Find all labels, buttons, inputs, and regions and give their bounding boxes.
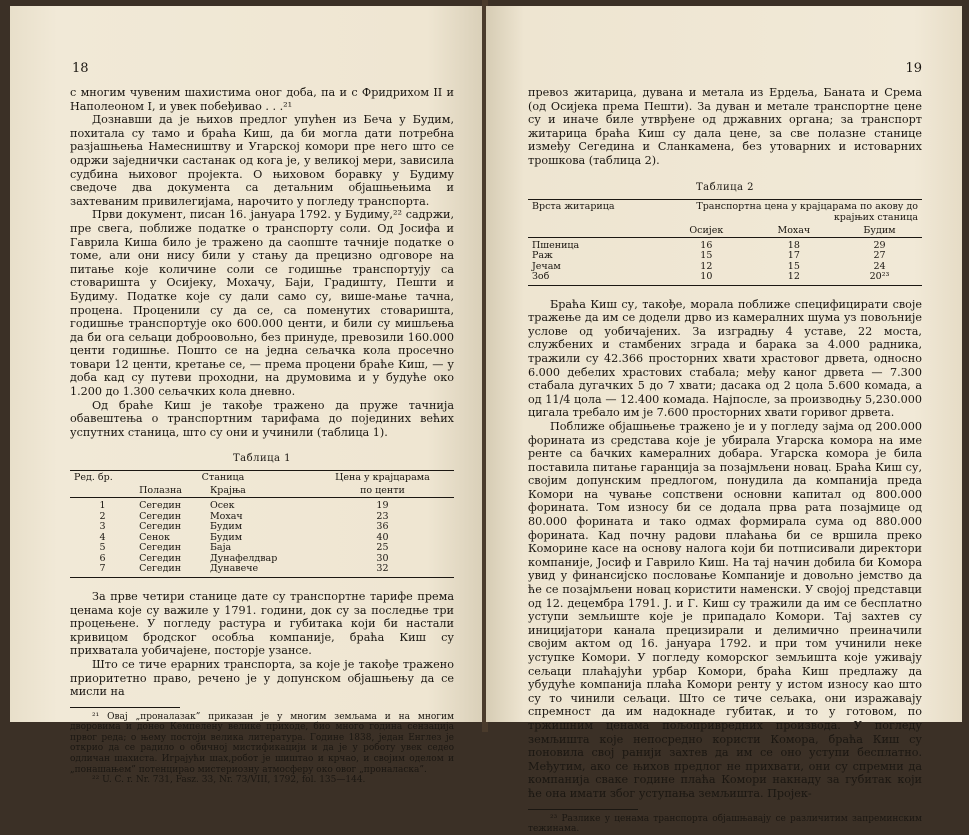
table1-header-krajnja: Крајња xyxy=(209,485,246,497)
table-row: 1 Сегедин Осек 19 xyxy=(70,498,454,512)
table2-header-mohac: Мохач xyxy=(777,224,811,236)
paragraph: За прве четири станице дате су транспортне тарифе према ценама које су важиле у 1791. години, док су за последње три процењене. У погледу растура и губитака који би настали кривицом бродског особља компаније, браћа Киш су прихватала уобичајене, посторје узансе. xyxy=(70,589,454,658)
right-page xyxy=(486,6,962,835)
table-row: Јечам 12 15 24 xyxy=(532,260,886,272)
right-page-content xyxy=(528,86,922,835)
table-row: 4 Сенок Будим 40 xyxy=(99,531,389,543)
left-page-content xyxy=(70,86,454,786)
footnote: ²² U. C. r. Nr. 731, Fasz. 33, Nr. 73/VIII, 1792, fol. 135—144. xyxy=(92,775,366,786)
left-page xyxy=(10,6,484,786)
table-row: 3 Сегедин Будим 36 xyxy=(99,521,389,533)
paragraph: Што се тиче ерарних транспорта, за које је такође тражено приоритетно право, речено је у допунском објашњењу да се мисли на xyxy=(70,657,454,699)
paragraph: Поближе објашњење тражено је и у погледу зајма од 200.000 форината из средстава које је убирала Угарска комора на име ренте са бачких камералних добара. Угарска комора је била поставила питање гаранција за позајмљени новац. Браћа Киш су, својим допунским предлогом, понудила да компанија преда Комори на чување сопствени основни капитал од 800.000 форината. Том износу би се додала прва рата позајмице од 80.000 форината и тако одмах формирала сума од 880.000 форината. Кад почну радови плаћања би се вршила преко Коморине касе на основу налога који би потписивали директори компаније, Јосиф и Гаврило Киш. На тај начин добила би Комора увид у финансијско пословање Компаније и довољно јемство да ће се позајмљени новац користити наменски. У својој представци од 12. децембра 1791. Ј. и Г. Киш су тражили да им се бесплатно уступи земљиште које је припадало Комори. Тај захтев су иницијатори канала прецизирали и делимично преиначили својим актом од 16. јануара 1792. и при том учинили неке уступке Комори. У погледу коморског земљишта које уживају сељаци плаћајући урбар Комори, браћа Киш предлажу да убудуће компанија плаћа Комори ренту у истом износу као што су то чинили сељаци. Што се тиче сељака, они изражавају спремност да им надокнаде губитак, и то у готовом, по тржишним ценама пољопривредних производа. У погледу земљишта које непосредно користи Комора, браћа Киш су поновила свој ранији захтев да им се оно уступи бесплатно. Међутим, ако се њихов предлог не прихвати, они су спремни да компанија сваке године плаћа Комори накнаду за губитак који ће она имати због уступања земљишта. Пројек- xyxy=(528,419,922,800)
table-row: Пшеница 16 18 29 xyxy=(528,237,922,251)
table2 xyxy=(528,199,922,286)
table1-header-cena: Цена у крајцарама xyxy=(311,471,454,485)
paragraph: Дознавши да је њихов предлог упућен из Беча у Будим, похитала су тамо и браћа Киш, да би могла дати потребна разјашњења Намесништву и Угарској комори пре него што се одржи заједнички састанак од кога је, у великој мери, зависила судбина њиховог пројекта. О њиховом боравку у Будиму сведоче два документа са детаљним објашњењима и захтеваним привилегијама, нарочито у погледу транспорта. xyxy=(70,113,454,208)
footnote: ²¹ Овај „проналазак” приказан је у многим земљама и на многим дворовима и донео Кемпелену велике приходе, био много година сензација првог реда; о њему постоји велика литература. Године 1838, један Енглез је открио да се радило о обичној мистификацији и да је у роботу увек седео одличан шахиста. Играјући шах,робот је шиштао и крчао, и својим оделом и „понашањем” потенцирао мистериозну атмосферу око овог „проналаска”. xyxy=(70,711,454,775)
table1-header-po-centi: по центи xyxy=(360,485,405,497)
paragraph: Браћа Киш су, такође, морала поближе специфицирати своје тражење да им се додели дрво из камералних шума уз повољније услове од уобичајених. За изградњу 4 уставе, 22 моста, службених и стамбених зграда и барака за 4.000 радника, тражили су 42.366 просторних хвати храстовог дрвета, односно 6.000 дебелих храстових стабала; међу каног дрвета — 7.300 стабала дугачких 5 до 7 хвати; дасака од 2 цола 5.600 комада, а од 11/4 цола — 12.400 комада. Најпосле, за производњу 5,230.000 цигала требало им је 7.600 просторних хвати горивог дрвета. xyxy=(528,297,922,420)
footnote-rule xyxy=(528,809,638,810)
table-row: 6 Сегедин Дунафелдвар 30 xyxy=(99,552,389,564)
table2-header-osijek: Осијек xyxy=(689,224,724,236)
footnote: ²³ Разлике у ценама транспорта објашњавају се различитим запреминским тежинама. xyxy=(528,813,922,835)
table1-header-polazna: Полазна xyxy=(139,485,182,497)
table2-header-vrsta: Врста житарица xyxy=(528,199,662,224)
table2-caption: Таблица 2 xyxy=(695,181,755,193)
page-number-left: 18 xyxy=(72,61,89,76)
paragraph: Први документ, писан 16. јануара 1792. у Будиму,²² садржи, пре свега, поближе податке о транспорту соли. Од Јосифа и Гаврила Киша било је тражено да саопште тачније податке о томе, али они нису били у стању да прецизно одговоре на питање које количине соли се годишње транспортују са стоваришта у Осијеку, Мохачу, Бaји, Градишту, Пешти и Будиму. Податке које су дали само су, више-мање тачна, процена. Проценили су да се, са поменутих стоваришта, годишње транспортује око 600.000 центи, и били су мишљења да би ога сељаци доброовољно, без принуде, превозили 160.000 центи годишње. Пошто се на једна сељачка кола просечно товари 12 центи, кретање се, — према процени браће Киш, — у доба кад су путеви проходни, на друмовима и у будуће око 1.200 до 1.300 сељачких кола дневно. xyxy=(70,208,454,399)
table-row: 2 Сегедин Мохач 23 xyxy=(99,510,389,522)
table1-header-rb: Ред. бр. xyxy=(70,471,135,485)
paragraph: с многим чувеним шахистима оног доба, па и с Фридрихом II и Наполеоном I, и увек побеђивао . . .²¹ xyxy=(70,86,454,113)
table1-header-stanica: Станица xyxy=(135,471,311,485)
table-row: Зоб 10 12 20²³ xyxy=(528,272,922,285)
table1 xyxy=(70,470,454,578)
table-row: 5 Сегедин Баја 25 xyxy=(99,542,389,554)
table2-header-budim: Будим xyxy=(863,224,896,236)
table2-header-cena: Транспортна цена у крајцарама по акову до крајњих станица xyxy=(662,199,922,224)
table-row: 7 Сегедин Дунавече 32 xyxy=(70,564,454,577)
page-number-right: 19 xyxy=(905,61,922,76)
footnote-rule xyxy=(70,707,180,708)
paragraph: Од браће Киш је такође тражено да пруже тачнија обавештења о транспортним тарифама до појединих већих успутних станица, што су они и учинили (таблица 1). xyxy=(70,398,454,439)
paragraph: превоз житарица, дувана и метала из Ердеља, Баната и Срема (од Осијека према Пешти). За дуван и метале транспортне цене су и иначе биле утврђене од државних органа; за транспорт житарица браћа Киш су дала цене, за све полазне станице између Сегедина и Сланкамена, без утоварних и истоварних трошкова (таблица 2). xyxy=(528,86,922,167)
table-row: Раж 15 17 27 xyxy=(532,250,886,262)
table1-caption: Таблица 1 xyxy=(232,453,292,465)
